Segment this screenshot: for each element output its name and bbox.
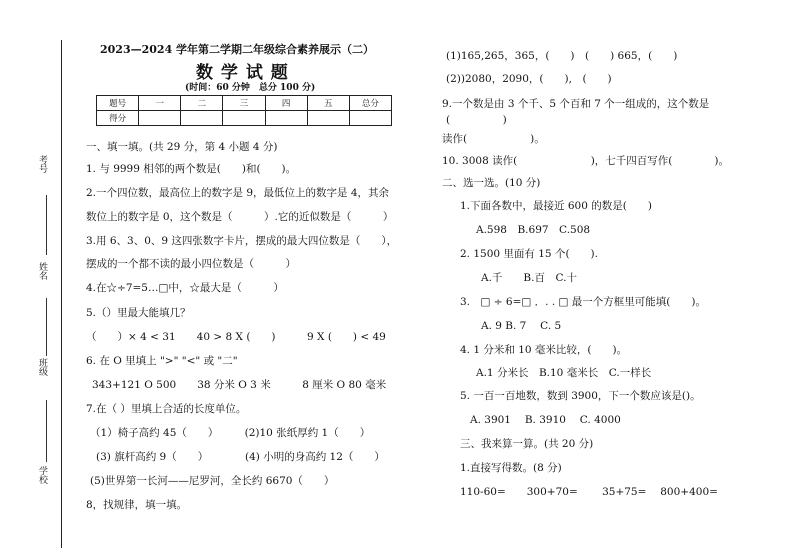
score-header-cell: 总分 [349,96,391,111]
question-7-row-2: (3) 旗杆高约 9（ ） (4) 小明的身高约 12（ ） [96,451,385,463]
score-cell[interactable] [307,111,349,126]
score-cell[interactable] [223,111,265,126]
calc-question-1: 1.直接写得数。(8 分) [460,462,562,474]
question-6: 6. 在 O 里填上 ">" "<" 或 "二" [86,355,238,367]
question-6-items: 343+121 O 500 38 分米 O 3 米 8 厘米 O 80 毫米 [92,379,387,391]
question-5: 5.（）里最大能填几？ [86,307,191,319]
calc-question-1-items: 110-60= 300+70= 35+75= 800+400= [460,486,718,498]
section-2-heading: 二、选一选。(10 分) [442,177,541,189]
question-2-line-2: 数位上的数字是 0，这个数是（ ）.它的近似数是（ ） [86,211,394,223]
question-7: 7.在（ ）里填上合适的长度单位。 [86,403,247,415]
side-label-name: 姓名 [37,262,47,280]
exam-heading: 2023—2024 学年第二学期二年级综合素养展示（二） [100,43,375,56]
choice-question-5: 5. 一百一百地数，数到 3900，下一个数应该是()。 [460,390,701,402]
question-3-line-1: 3.用 6、3、0、9 这四张数字卡片，摆成的最大四位数是（ ）， [86,235,398,247]
score-header-cell: 五 [307,96,349,111]
question-1: 1. 与 9999 相邻的两个数是( )和( )。 [86,163,297,175]
score-header-cell: 三 [223,96,265,111]
section-1-heading: 一、填一填。(共 29 分，第 4 小题 4 分) [86,141,278,153]
side-label-school: 学校 [37,466,47,484]
question-8-part-2: (2))2080，2090，( ), ( ) [446,73,612,85]
question-5-items: （ ）× 4 < 31 40 > 8 X ( ) 9 X ( ) < 49 [86,331,386,343]
score-cell[interactable] [349,111,391,126]
exam-meta: (时间：60 分钟 总分 100 分) [185,83,316,93]
score-row-label: 得分 [97,111,139,126]
question-4: 4.在☆÷7=5…□中，☆最大是（ ） [86,282,284,294]
score-table-score-row [97,111,392,126]
choice-question-1: 1.下面各数中，最接近 600 的数是( ) [460,200,652,212]
binding-line [61,40,62,548]
score-table-header-row [97,96,392,111]
question-9-line-1: 9.一个数是由 3 个千、5 个百和 7 个一组成的，这个数是 [442,98,710,110]
side-divider [46,298,48,356]
choice-question-4: 4. 1 分米和 10 毫米比较，( )。 [460,344,628,356]
choice-question-1-options: A.598 B.697 C.508 [476,224,591,236]
question-8-part-1: (1)165,265，365，( ) ( ) 665，( ) [446,50,678,62]
question-7-row-3: (5)世界第一长河——尼罗河，全长约 6670（ ） [90,475,335,487]
choice-question-4-options: A.1 分米长 B.10 毫米长 C.一样长 [476,367,652,379]
score-cell[interactable] [139,111,181,126]
choice-question-2-options: A.千 B.百 C.十 [481,272,577,284]
score-header-cell: 一 [139,96,181,111]
score-header-cell: 题号 [97,96,139,111]
choice-question-3: 3. □ ÷ 6=□ ．. . □ 最一个方框里可能填( )。 [460,296,706,308]
choice-question-2: 2. 1500 里面有 15 个( ). [460,248,598,260]
score-table [96,95,392,126]
question-2-line-1: 2.一个四位数，最高位上的数字是 9，最低位上的数字是 4，其余 [86,187,390,199]
side-label-class: 班级 [37,358,47,376]
question-9-blank: ( ) [446,114,507,126]
question-9-read: 读作( )。 [442,133,545,145]
score-cell[interactable] [265,111,307,126]
side-label-exam-number: 考号 [37,155,47,173]
score-cell[interactable] [181,111,223,126]
choice-question-3-options: A. 9 B. 7 C. 5 [481,320,562,332]
score-header-cell: 四 [265,96,307,111]
score-header-cell: 二 [181,96,223,111]
choice-question-5-options: A. 3901 B. 3910 C. 4000 [470,414,621,426]
question-7-row-1: （1）椅子高约 45（ ） (2)10 张纸厚约 1（ ） [90,427,371,439]
side-divider [46,195,48,255]
question-3-line-2: 摆成的一个都不读的最小四位数是（ ） [86,258,296,270]
page-title: 数 学 试 题 [196,63,289,83]
question-10: 10. 3008 读作( )，七千四百写作( )。 [442,155,729,167]
side-divider [46,400,48,462]
section-3-heading: 三、我来算一算。(共 20 分) [460,438,594,450]
question-8: 8，找规律，填一填。 [86,499,188,511]
